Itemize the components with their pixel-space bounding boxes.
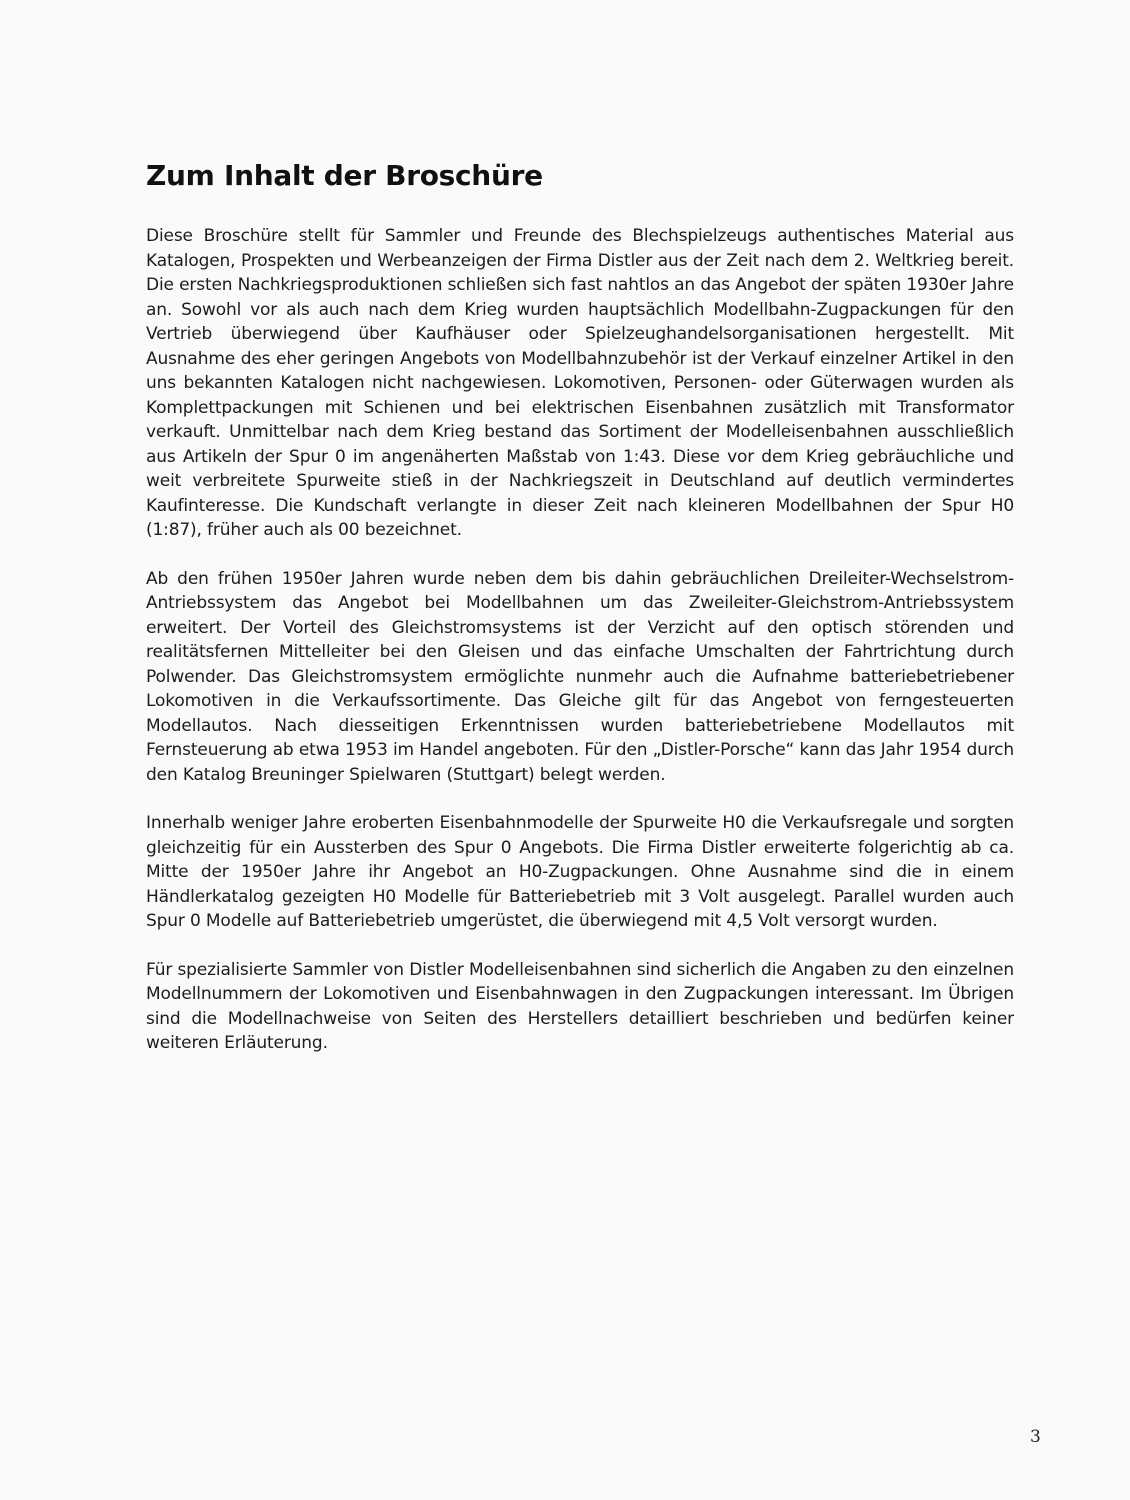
paragraph-intro: Diese Broschüre stellt für Sammler und Freunde des Blechspielzeugs authentisches Material aus Katalogen, Prospekten und Werbeanzeigen der Firma Distler aus der Zeit nach dem 2. Weltkrieg bereit. Die ersten Nachkriegsproduktionen schließen sich fast nahtlos an das Angebot der späten 1930er Jahre an. Sowohl vor als auch nach dem Krieg wurden hauptsächlich Modellbahn-Zugpackungen für den Vertrieb überwiegend über Kaufhäuser oder Spielzeughandelsorganisationen hergestellt. Mit Ausnahme des eher geringen Angebots von Modellbahnzubehör ist der Verkauf einzelner Artikel in den uns bekannten Katalogen nicht nachgewiesen. Lokomotiven, Personen- oder Güterwagen wurden als Komplettpackungen mit Schienen und bei elektrischen Eisenbahnen zusätzlich mit Transformator verkauft. Unmittelbar nach dem Krieg bestand das Sortiment der Modelleisenbahnen ausschließlich aus Artikeln der Spur 0 im angenäherten Maßstab von 1:43. Diese vor dem Krieg gebräuchliche und weit verbreitete Spurweite stieß in der Nachkriegszeit in Deutschland auf deutlich vermindertes Kaufinteresse. Die Kundschaft verlangte in dieser Zeit nach kleineren Modellbahnen der Spur H0 (1:87), früher auch als 00 bezeichnet. (146, 226, 1014, 540)
paragraph-collectors: Für spezialisierte Sammler von Distler Modelleisenbahnen sind sicherlich die Angaben zu den einzelnen Modellnummern der Lokomotiven und Eisenbahnwagen in den Zugpackungen interessant. Im Übrigen sind die Modellnachweise von Seiten des Herstellers detailliert beschrieben und bedürfen keiner weiteren Erläuterung. (146, 959, 1014, 1053)
page-number: 3 (1030, 1427, 1041, 1447)
document-body (146, 158, 1014, 1080)
paragraph-drive-systems: Ab den frühen 1950er Jahren wurde neben dem bis dahin gebräuchlichen Dreileiter-Wechselstrom-Antriebssystem das Angebot bei Modellbahnen um das Zweileiter-Gleichstrom-Antriebssystem erweitert. Der Vorteil des Gleichstromsystems ist der Verzicht auf den optisch störenden und realitätsfernen Mittelleiter bei den Gleisen und das einfache Umschalten der Fahrtrichtung durch Polwender. Das Gleichstromsystem ermöglichte nunmehr auch die Aufnahme batteriebetriebener Lokomotiven in die Verkaufssortimente. Das Gleiche gilt für das Angebot von ferngesteuerten Modellautos. Nach diesseitigen Erkenntnissen wurden batteriebetriebene Modellautos mit Fernsteuerung ab etwa 1953 im Handel angeboten. Für den „Distler-Porsche“ kann das Jahr 1954 durch den Katalog Breuninger Spielwaren (Stuttgart) belegt werden. (146, 568, 1014, 785)
page-title: Zum Inhalt der Broschüre (146, 159, 543, 192)
paragraph-h0-scale: Innerhalb weniger Jahre eroberten Eisenbahnmodelle der Spurweite H0 die Verkaufsregale und sorgten gleichzeitig für ein Aussterben des Spur 0 Angebots. Die Firma Distler erweiterte folgerichtig ab ca. Mitte der 1950er Jahre ihr Angebot an H0-Zugpackungen. Ohne Ausnahme sind die in einem Händlerkatalog gezeigten H0 Modelle für Batteriebetrieb mit 3 Volt ausgelegt. Parallel wurden auch Spur 0 Modelle auf Batteriebetrieb umgerüstet, die überwiegend mit 4,5 Volt versorgt wurden. (146, 813, 1014, 931)
